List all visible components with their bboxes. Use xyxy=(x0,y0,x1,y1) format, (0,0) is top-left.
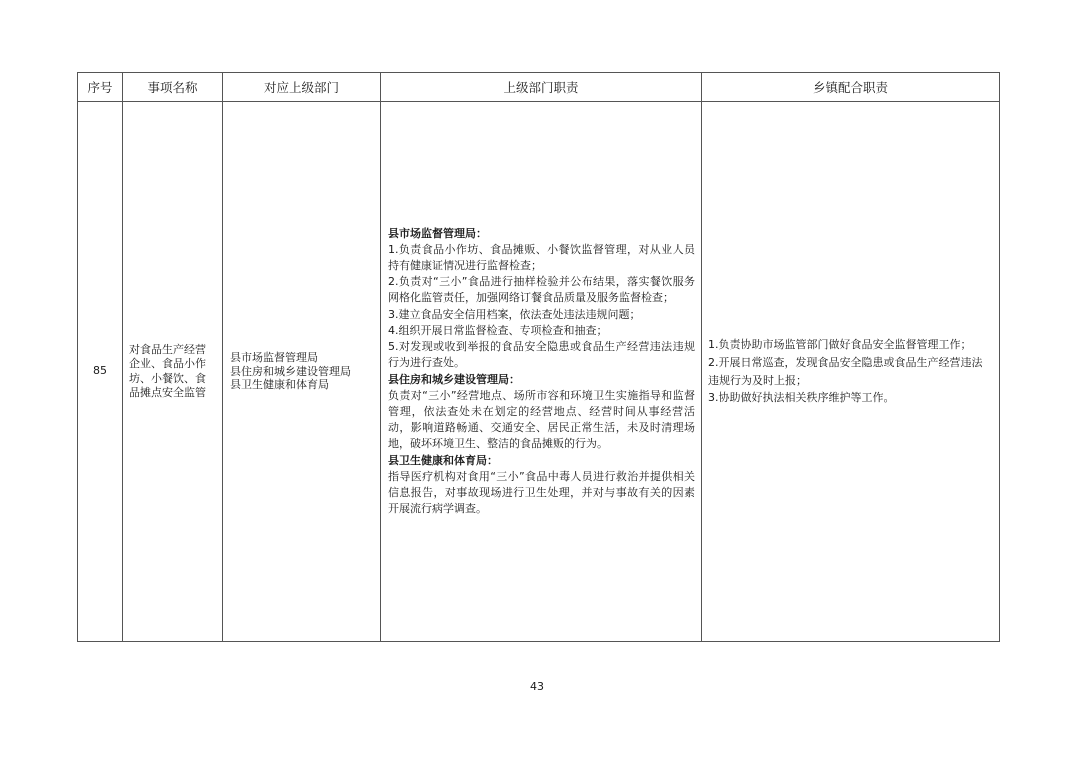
duty-line: 4.组织开展日常监督检查、专项检查和抽查； xyxy=(388,323,608,337)
dept-line: 县市场监督管理局 xyxy=(230,351,318,365)
duty-line: 1.负责食品小作坊、食品摊贩、小餐饮监督管理，对从业人员持有健康证情况进行监督检查； xyxy=(388,242,695,273)
town-duty-line: 2.开展日常巡查，发现食品安全隐患或食品生产经营违法违规行为及时上报； xyxy=(708,355,983,387)
town-duty-line: 1.负责协助市场监管部门做好食品安全监督管理工作； xyxy=(708,337,972,351)
duty-line: 负责对“三小”经营地点、场所市容和环境卫生实施指导和监督管理，依法查处未在划定的经营地点、经营时间从事经营活动，影响道路畅通、交通安全、居民正常生活，未及时清理场地，破坏环境卫生、整洁的食品摊贩的行为。 xyxy=(388,388,695,451)
town-duty-line: 3.协助做好执法相关秩序维护等工作。 xyxy=(708,391,895,405)
dept-cell xyxy=(223,102,381,642)
duty-line: 3.建立食品安全信用档案，依法查处违法违规问题； xyxy=(388,307,641,321)
dept-list xyxy=(223,351,380,392)
row-number: 85 xyxy=(78,102,123,642)
header-item: 事项名称 xyxy=(123,73,223,102)
section-heading: 县市场监督管理局： xyxy=(388,226,487,240)
table-header-row xyxy=(78,73,1000,102)
town-duty-cell xyxy=(702,102,1000,642)
header-higher-duty: 上级部门职责 xyxy=(381,73,702,102)
dept-line: 县卫生健康和体育局 xyxy=(230,378,329,392)
table-row xyxy=(78,102,1000,642)
higher-duty-text xyxy=(381,226,701,518)
duty-line: 指导医疗机构对食用“三小”食品中毒人员进行救治并提供相关信息报告，对事故现场进行卫生处理，并对与事故有关的因素开展流行病学调查。 xyxy=(388,469,695,516)
section-heading: 县住房和城乡建设管理局： xyxy=(388,372,520,386)
higher-duty-cell xyxy=(381,102,702,642)
duty-line: 2.负责对“三小”食品进行抽样检验并公布结果，落实餐饮服务网格化监管责任，加强网络订餐食品质量及服务监督检查； xyxy=(388,275,695,305)
header-no: 序号 xyxy=(78,73,123,102)
header-town-duty: 乡镇配合职责 xyxy=(702,73,1000,102)
item-name: 对食品生产经营企业、食品小作坊、小餐饮、食品摊点安全监管 xyxy=(129,342,206,399)
dept-line: 县住房和城乡建设管理局 xyxy=(230,364,351,378)
item-name-cell xyxy=(123,102,223,642)
duty-line: 5.对发现或收到举报的食品安全隐患或食品生产经营违法违规行为进行查处。 xyxy=(388,340,695,370)
duty-table xyxy=(77,72,1000,642)
section-heading: 县卫生健康和体育局： xyxy=(388,453,498,467)
town-duty-text xyxy=(702,336,999,407)
page-number: 43 xyxy=(530,680,544,693)
header-dept: 对应上级部门 xyxy=(223,73,381,102)
